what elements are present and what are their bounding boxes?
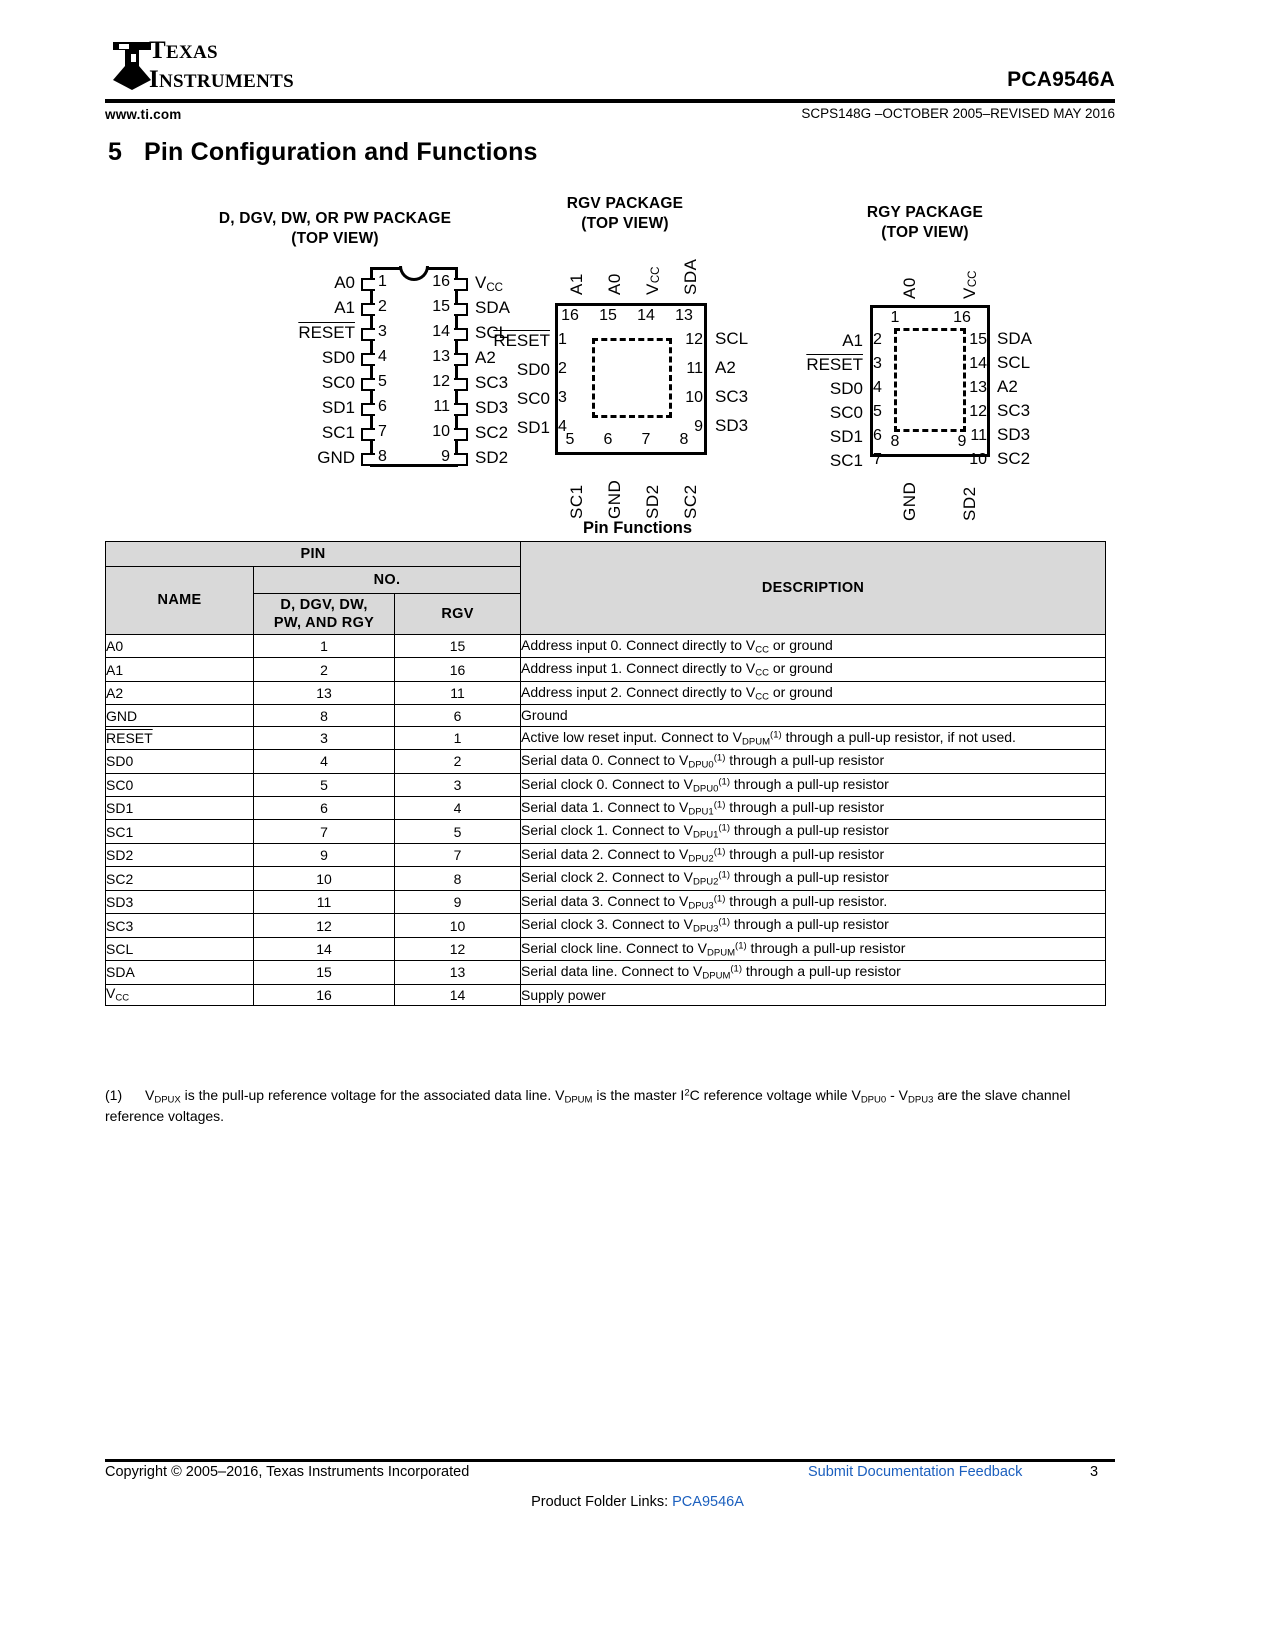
rgv-pin-number-16: 16	[561, 307, 579, 324]
rgy-pin-label-1: A0	[900, 277, 919, 299]
cell-pin-name: SCL	[106, 937, 254, 960]
cell-pin-name: GND	[106, 705, 254, 726]
cell-pin-name: A0	[106, 635, 254, 658]
cell-pin-name: SD0	[106, 750, 254, 773]
cell-pin-rgv: 10	[395, 914, 521, 937]
ti-word-instruments-rest: NSTRUMENTS	[159, 71, 295, 92]
rgy-pin-number-3: 3	[873, 355, 882, 372]
rgv-outline	[493, 235, 755, 519]
copyright-text: Copyright © 2005–2016, Texas Instruments Incorporated	[105, 1464, 470, 1480]
dip-pin-label-15: SDA	[475, 298, 510, 317]
dip-pin-number-15: 15	[432, 298, 450, 315]
cell-pin-dip: 3	[254, 726, 395, 749]
table-row	[106, 984, 1106, 1005]
cell-pin-dip: 13	[254, 681, 395, 704]
rgy-pin-number-16: 16	[953, 309, 971, 326]
cell-pin-dip: 11	[254, 890, 395, 913]
rgy-pin-number-1: 1	[890, 309, 900, 326]
cell-description: Serial clock 0. Connect to $V_{DPU0}^{(1)}$ through a pull-up resistor	[521, 773, 1106, 796]
rgv-pin-label-10: SC3	[715, 387, 749, 406]
rgy-pin-label-14: SCL	[997, 353, 1031, 372]
ti-wordmark	[149, 38, 294, 92]
table-row	[106, 726, 1106, 749]
cell-pin-rgv: 7	[395, 843, 521, 866]
cell-pin-name: $V_{CC}$	[106, 984, 254, 1005]
table-row	[106, 773, 1106, 796]
cell-pin-rgv: 4	[395, 797, 521, 820]
rgy-pin-label-15: SDA	[997, 329, 1032, 348]
cell-pin-name: SC0	[106, 773, 254, 796]
rgy-pin-number-2: 2	[873, 331, 882, 348]
rgv-pin-number-2: 2	[558, 360, 567, 377]
rgv-pin-number-3: 3	[558, 389, 567, 406]
rgv-pin-label-3: SC0	[516, 389, 550, 408]
rgy-pin-label-16: $V_{CC}$	[960, 270, 980, 299]
rgy-package-title-line2: (TOP VIEW)	[881, 224, 969, 242]
cell-pin-dip: 8	[254, 705, 395, 726]
cell-pin-rgv: 11	[395, 681, 521, 704]
dip-pin-label-4: SD0	[321, 348, 355, 367]
rgv-pin-label-2: SD0	[516, 360, 550, 379]
dip-pin-label-5: SC0	[321, 373, 355, 392]
cell-pin-rgv: 6	[395, 705, 521, 726]
cell-pin-name: SC2	[106, 867, 254, 890]
rgv-pin-label-14: $V_{CC}$	[643, 266, 663, 295]
cell-description: Serial clock 1. Connect to $V_{DPU1}^{(1)}$ through a pull-up resistor	[521, 820, 1106, 843]
dip-pin-number-9: 9	[441, 448, 450, 465]
rgy-package-title-line1: RGY PACKAGE	[866, 204, 984, 221]
rgv-pin-number-9: 9	[694, 418, 703, 435]
cell-pin-rgv: 3	[395, 773, 521, 796]
rgy-pin-label-8: GND	[900, 481, 919, 521]
dip-pin-label-14: SCL	[475, 323, 509, 342]
rgy-pin-number-9: 9	[957, 433, 967, 450]
cell-description: Address input 1. Connect directly to $V_{CC}$ or ground	[521, 658, 1106, 681]
rgy-pin-number-15: 15	[969, 331, 987, 348]
cell-pin-rgv: 16	[395, 658, 521, 681]
cell-description: Serial data 2. Connect to $V_{DPU2}^{(1)}$ through a pull-up resistor	[521, 843, 1106, 866]
cell-pin-dip: 12	[254, 914, 395, 937]
rgv-thermal-pad	[592, 338, 672, 418]
cell-pin-name: RESET	[106, 726, 254, 749]
cell-description: Serial clock 3. Connect to $V_{DPU3}^{(1)}$ through a pull-up resistor	[521, 914, 1106, 937]
rgy-pin-label-11: SD3	[997, 425, 1031, 444]
rgy-pin-label-4: SD0	[829, 379, 863, 398]
rgy-outline	[795, 243, 1065, 521]
rgy-pin-label-6: SD1	[829, 427, 863, 446]
cell-pin-name: SD3	[106, 890, 254, 913]
ti-flag-icon	[111, 40, 153, 92]
dip-pin-number-7: 7	[378, 423, 387, 440]
rgv-pin-number-1: 1	[558, 331, 567, 348]
document-id: SCPS148G –OCTOBER 2005–REVISED MAY 2016	[801, 106, 1115, 121]
table-row	[106, 843, 1106, 866]
dip-pin-label-9: SD2	[475, 448, 509, 467]
cell-pin-dip: 5	[254, 773, 395, 796]
rgv-pin-label-15: A0	[605, 273, 624, 295]
rgy-pin-label-9: SD2	[960, 486, 979, 521]
rgv-pin-label-8: SC2	[681, 484, 700, 519]
rgv-pin-label-4: SD1	[516, 418, 550, 437]
table-row	[106, 658, 1106, 681]
header-description: DESCRIPTION	[521, 542, 1106, 635]
table-row	[106, 705, 1106, 726]
table-row	[106, 890, 1106, 913]
rgv-pin-label-7: SD2	[643, 484, 662, 519]
dip-pin-number-13: 13	[432, 348, 450, 365]
rgv-pin-number-5: 5	[565, 431, 575, 448]
dip-pin-label-16: $V_{CC}$	[475, 273, 504, 295]
cell-pin-name: SC1	[106, 820, 254, 843]
rgv-pin-number-12: 12	[685, 331, 703, 348]
header-pin: PIN	[106, 542, 521, 567]
table-row	[106, 961, 1106, 984]
dip-pin-label-6: SD1	[321, 398, 355, 417]
rgv-pin-number-15: 15	[599, 307, 617, 324]
part-number: PCA9546A	[1007, 68, 1115, 91]
ti-word-texas-cap: T	[149, 37, 166, 64]
dip-pin-number-14: 14	[432, 323, 450, 340]
rgy-pin-label-7: SC1	[829, 451, 863, 470]
dip-pin-label-10: SC2	[475, 423, 509, 442]
footnote-text: $V_{DPUX}$ is the pull-up reference voltage for the associated data line. $V_{DPUM}$ is the master $I^2C$ reference voltage while $V_{DPU0} - V_{DPU3}$ are the slave channel reference voltages.	[105, 1087, 1071, 1125]
rgv-pin-label-11: A2	[715, 358, 736, 377]
ti-word-instruments-cap: I	[149, 66, 160, 93]
dip-pin-number-4: 4	[378, 348, 387, 365]
rgy-pin-number-12: 12	[969, 403, 987, 420]
rgv-pin-label-1: RESET	[493, 331, 550, 350]
dip-pin-number-10: 10	[432, 423, 450, 440]
cell-pin-name: A2	[106, 681, 254, 704]
cell-description: Serial data 3. Connect to $V_{DPU3}^{(1)}$ through a pull-up resistor.	[521, 890, 1106, 913]
rgv-pin-number-11: 11	[686, 360, 703, 377]
dip-package-title-line2: (TOP VIEW)	[291, 230, 379, 248]
table-row	[106, 750, 1106, 773]
section-number: 5	[108, 138, 123, 166]
cell-description: Active low reset input. Connect to $V_{DPUM}^{(1)}$ through a pull-up resistor, if not used.	[521, 726, 1106, 749]
dip-pin-number-1: 1	[378, 273, 387, 290]
rgy-pin-number-8: 8	[890, 433, 900, 450]
rgv-pin-label-12: SCL	[715, 329, 749, 348]
cell-pin-rgv: 2	[395, 750, 521, 773]
dip-pin-label-2: A1	[334, 298, 355, 317]
cell-pin-dip: 10	[254, 867, 395, 890]
rgy-pin-label-13: A2	[997, 377, 1018, 396]
rgv-pin-label-5: SC1	[567, 484, 586, 519]
rgy-pin-number-14: 14	[969, 355, 987, 372]
cell-pin-dip: 1	[254, 635, 395, 658]
rgv-pin-label-16: A1	[567, 273, 586, 295]
table-row	[106, 797, 1106, 820]
dip-pin-number-11: 11	[433, 398, 450, 415]
rgy-pin-number-5: 5	[873, 403, 882, 420]
cell-description: Serial clock line. Connect to $V_{DPUM}^{(1)}$ through a pull-up resistor	[521, 937, 1106, 960]
rgy-pin-number-10: 10	[969, 451, 987, 468]
rgv-pin-label-13: SDA	[681, 258, 700, 295]
cell-pin-dip: 2	[254, 658, 395, 681]
rgv-pin-number-7: 7	[641, 431, 651, 448]
page-number: 3	[1090, 1464, 1099, 1480]
table-caption: Pin Functions	[582, 519, 693, 537]
rgy-pin-number-11: 11	[970, 427, 987, 444]
dip-pin-number-16: 16	[432, 273, 450, 290]
dip-pin-label-12: SC3	[475, 373, 509, 392]
dip-pin-number-2: 2	[378, 298, 387, 315]
rgv-pin-number-10: 10	[685, 389, 703, 406]
rgy-pin-number-7: 7	[873, 451, 882, 468]
rgv-pin-label-6: GND	[605, 479, 624, 519]
rgy-pin-label-5: SC0	[829, 403, 863, 422]
cell-pin-rgv: 8	[395, 867, 521, 890]
table-row	[106, 914, 1106, 937]
cell-pin-dip: 9	[254, 843, 395, 866]
dip-pin-label-3: RESET	[298, 323, 355, 342]
pin-functions-table	[105, 541, 1106, 1006]
ti-word-texas-rest: EXAS	[165, 42, 218, 63]
ti-website-url[interactable]: www.ti.com	[105, 107, 182, 122]
cell-pin-dip: 16	[254, 984, 395, 1005]
rgy-pin-label-3: RESET	[806, 355, 863, 374]
cell-pin-rgv: 13	[395, 961, 521, 984]
table-header-row-1	[106, 542, 1106, 567]
header-name: NAME	[106, 567, 254, 635]
header-col-rgv: RGV	[395, 594, 521, 635]
rgy-pin-number-4: 4	[873, 379, 882, 396]
dip-pin-number-12: 12	[432, 373, 450, 390]
product-folder-links	[0, 1494, 1275, 1510]
rgy-pin-number-6: 6	[873, 427, 882, 444]
table-footnote	[105, 1086, 1115, 1127]
rgv-pin-number-13: 13	[675, 307, 693, 324]
cell-pin-rgv: 1	[395, 726, 521, 749]
cell-pin-rgv: 5	[395, 820, 521, 843]
cell-description: Address input 0. Connect directly to $V_{CC}$ or ground	[521, 635, 1106, 658]
cell-pin-dip: 15	[254, 961, 395, 984]
cell-pin-rgv: 14	[395, 984, 521, 1005]
table-row	[106, 820, 1106, 843]
pin-functions-table-body	[106, 635, 1106, 1006]
cell-pin-rgv: 15	[395, 635, 521, 658]
cell-pin-dip: 7	[254, 820, 395, 843]
rgy-pin-number-13: 13	[969, 379, 987, 396]
rgy-pin-label-2: A1	[842, 331, 863, 350]
rgv-pin-number-4: 4	[558, 418, 567, 435]
table-row	[106, 937, 1106, 960]
cell-description: Address input 2. Connect directly to $V_{CC}$ or ground	[521, 681, 1106, 704]
cell-description: Serial data 0. Connect to $V_{DPU0}^{(1)}$ through a pull-up resistor	[521, 750, 1106, 773]
page-header	[105, 32, 1115, 132]
page-title	[108, 138, 538, 167]
header-no: NO.	[254, 567, 521, 594]
rgv-pin-number-14: 14	[637, 307, 655, 324]
cell-description: Supply power	[521, 984, 1106, 1005]
rgy-pin-label-10: SC2	[997, 449, 1031, 468]
dip-package-title-line1: D, DGV, DW, OR PW PACKAGE	[218, 210, 452, 227]
cell-description: Serial data 1. Connect to $V_{DPU1}^{(1)}$ through a pull-up resistor	[521, 797, 1106, 820]
header-col-dip: D, DGV, DW, PW, AND RGY	[254, 594, 395, 635]
dip-pin-label-8: GND	[317, 448, 355, 467]
cell-description: Ground	[521, 705, 1106, 726]
cell-description: Serial data line. Connect to $V_{DPUM}^{(1)}$ through a pull-up resistor	[521, 961, 1106, 984]
dip-pin-number-6: 6	[378, 398, 387, 415]
dip-pin-number-3: 3	[378, 323, 387, 340]
table-row	[106, 635, 1106, 658]
table-row	[106, 681, 1106, 704]
dip-pin-number-8: 8	[378, 448, 387, 465]
section-title-text: Pin Configuration and Functions	[144, 138, 538, 166]
dip-pin-label-1: A0	[334, 273, 355, 292]
submit-documentation-feedback-link[interactable]: Submit Documentation Feedback	[808, 1464, 1023, 1480]
cell-pin-dip: 14	[254, 937, 395, 960]
cell-pin-name: SC3	[106, 914, 254, 937]
rgv-package-title-line1: RGV PACKAGE	[566, 195, 684, 212]
product-folder-label: Product Folder Links:	[531, 1494, 673, 1510]
cell-pin-name: SD2	[106, 843, 254, 866]
cell-pin-rgv: 9	[395, 890, 521, 913]
rgy-pin-label-12: SC3	[997, 401, 1031, 420]
dip-pin-number-5: 5	[378, 373, 387, 390]
rgv-package-title-line2: (TOP VIEW)	[581, 215, 669, 233]
dip-pin-label-7: SC1	[321, 423, 355, 442]
rgv-pin-number-6: 6	[603, 431, 613, 448]
texas-instruments-logo	[105, 38, 325, 98]
pin-configuration-diagrams	[105, 195, 1115, 521]
cell-pin-name: SD1	[106, 797, 254, 820]
cell-pin-name: A1	[106, 658, 254, 681]
footnote-marker: (1)	[105, 1087, 123, 1103]
rgv-pin-label-9: SD3	[715, 416, 749, 435]
cell-pin-rgv: 12	[395, 937, 521, 960]
dip-pin-label-11: SD3	[475, 398, 509, 417]
dip-pin-label-13: A2	[475, 348, 496, 367]
cell-pin-name: SDA	[106, 961, 254, 984]
cell-pin-dip: 6	[254, 797, 395, 820]
header-divider	[105, 99, 1115, 103]
product-folder-link[interactable]: PCA9546A	[672, 1494, 744, 1510]
cell-pin-dip: 4	[254, 750, 395, 773]
rgy-thermal-pad	[894, 328, 966, 432]
table-row	[106, 867, 1106, 890]
footer-divider	[105, 1459, 1115, 1462]
cell-description: Serial clock 2. Connect to $V_{DPU2}^{(1)}$ through a pull-up resistor	[521, 867, 1106, 890]
rgv-pin-number-8: 8	[679, 431, 689, 448]
